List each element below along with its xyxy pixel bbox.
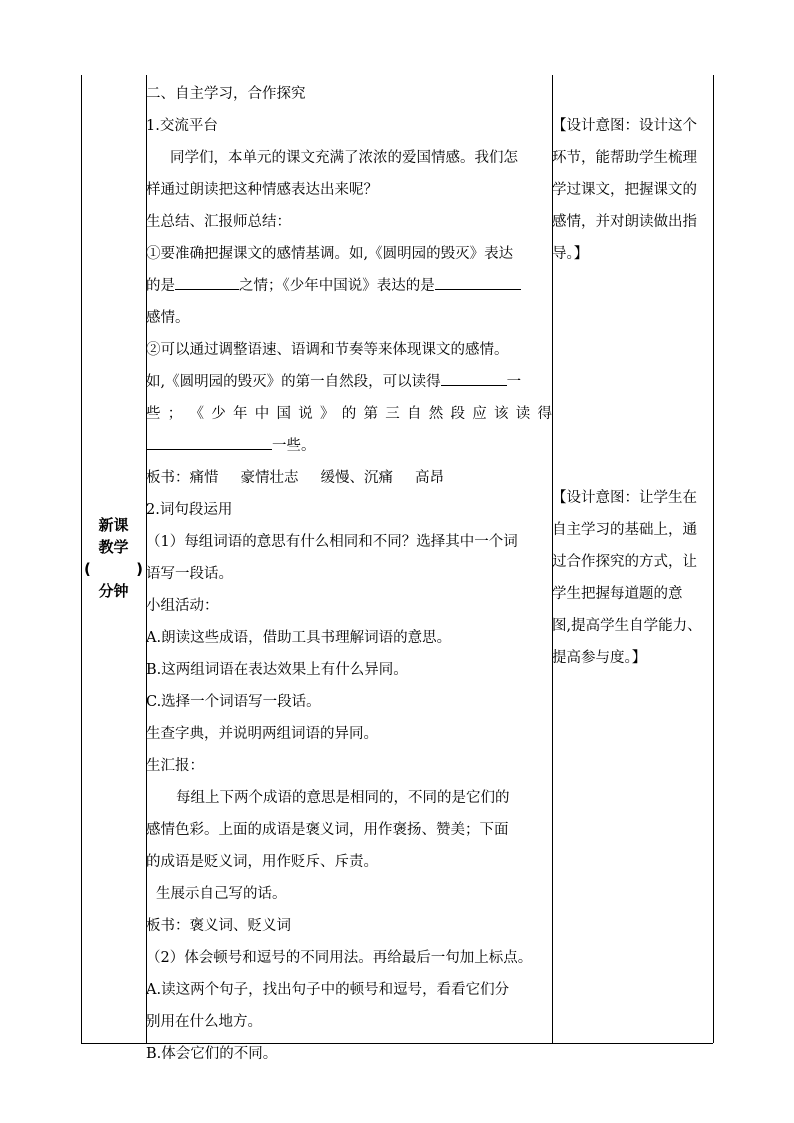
note-line: 提高参与度。】 — [552, 650, 647, 666]
board-item: 高昂 — [415, 470, 444, 486]
board-writing-2: 板书：褒义词、贬义词 — [146, 918, 291, 934]
section-label-cell — [81, 514, 146, 602]
part2-heading: 2.词句段运用 — [146, 502, 233, 518]
section-label-line2: 教学 — [98, 538, 129, 556]
note-line: 环节，能帮助学生梳理 — [552, 150, 697, 166]
design-note-1 — [552, 110, 713, 270]
table-border-right — [713, 75, 714, 1043]
q1-line2: 语写一段话。 — [146, 566, 233, 582]
q1-line1: （1）每组词语的意思有什么相同和不同？选择其中一个词 — [146, 534, 518, 550]
note-line: 学生把握每道题的意 — [552, 586, 683, 602]
report-line2: 感情色彩。上面的成语是褒义词，用作褒扬、赞美；下面 — [146, 822, 509, 838]
report-line3: 的成语是贬义词，用作贬斥、斥责。 — [146, 854, 378, 870]
q2-a-line2: 别用在什么地方。 — [146, 1014, 262, 1030]
spread-char: ； — [167, 406, 183, 422]
section-title: 二、自主学习，合作探究 — [146, 86, 306, 102]
fill-blank-1[interactable] — [175, 275, 239, 290]
q2-b-line: B.体会它们的不同。 — [146, 1046, 278, 1062]
point1-line1: ①要准确把握课文的感情基调。如,《圆明园的毁灭》表达 — [146, 246, 514, 262]
board-writing-1 — [146, 462, 552, 494]
point2-line4 — [146, 430, 552, 462]
step-c: C.选择一个词语写一段话。 — [146, 694, 321, 710]
fill-blank-4[interactable] — [146, 435, 272, 450]
spread-char: 说 — [298, 406, 313, 422]
board-label: 板书： — [146, 470, 190, 486]
point1-line2 — [146, 270, 552, 302]
point1-line3: 感情。 — [146, 310, 190, 326]
board-item: 痛惜 — [189, 470, 219, 486]
spread-char: 自 — [407, 406, 422, 422]
spread-char: 读 — [515, 406, 531, 422]
report-label: 生汇报： — [146, 758, 204, 774]
dictionary-line: 生查字典，并说明两组词语的异同。 — [146, 726, 378, 742]
board-item: 缓慢、沉痛 — [320, 470, 393, 486]
note-line: 【设计意图：设计这个 — [552, 118, 697, 134]
paren-open: ( — [84, 560, 91, 578]
spread-char: 年 — [233, 406, 248, 422]
step-a: A.朗读这些成语，借助工具书理解词语的意思。 — [146, 630, 452, 646]
point1-text-b: 之情；《少年中国说》表达的是 — [239, 278, 435, 294]
note-line: 过合作探究的方式，让 — [552, 554, 697, 570]
section-label-line3: 分钟 — [98, 582, 129, 600]
q2-line: （2）体会顿号和逗号的不同用法。再给最后一句加上标点。 — [146, 950, 533, 966]
intro-line1: 同学们，本单元的课文充满了浓浓的爱国情感。我们怎 — [170, 150, 518, 166]
show-line: 生展示自己写的话。 — [156, 886, 287, 902]
spread-char: 应 — [472, 406, 487, 422]
spread-char: 段 — [450, 406, 465, 422]
note-line: 自主学习的基础上，通 — [552, 522, 697, 538]
note-line: 感情，并对朗读做出指 — [552, 214, 697, 230]
report-line1: 每组上下两个成语的意思是相同的，不同的是它们的 — [176, 790, 510, 806]
note-line: 【设计意图：让学生在 — [552, 490, 697, 506]
summary-line: 生总结、汇报师总结： — [146, 214, 291, 230]
point2-text-a: 如,《圆明园的毁灭》的第一自然段，可以读得 — [146, 374, 441, 390]
note-line: 图,提高学生自学能力、 — [552, 618, 702, 634]
spread-char: 些 — [146, 406, 161, 422]
spread-char: 《 — [189, 406, 204, 422]
point2-line1: ②可以通过调整语速、语调和节奏等来体现课文的感情。 — [146, 342, 509, 358]
spread-char: 》 — [320, 406, 335, 422]
point2-line4-text: 一些。 — [272, 438, 316, 454]
spread-char: 得 — [537, 406, 552, 422]
section-label-line1: 新课 — [98, 516, 129, 534]
board-item: 豪情壮志 — [240, 470, 299, 486]
point2-text-b: 一 — [506, 374, 522, 390]
fill-blank-2[interactable] — [435, 275, 521, 290]
group-activity: 小组活动： — [146, 598, 219, 614]
spread-char: 中 — [254, 406, 270, 422]
lesson-content — [146, 78, 552, 1070]
spread-char: 该 — [494, 406, 509, 422]
spread-char: 的 — [341, 406, 357, 422]
design-note-2 — [552, 482, 713, 674]
spread-char: 然 — [428, 406, 444, 422]
spread-char: 第 — [363, 406, 378, 422]
spread-char: 三 — [385, 406, 400, 422]
duration-paren — [81, 558, 146, 580]
fill-blank-3[interactable] — [441, 371, 507, 386]
spread-char: 国 — [276, 406, 291, 422]
part1-heading: 1.交流平台 — [146, 118, 218, 134]
intro-line2: 样通过朗读把这种情感表达出来呢？ — [146, 182, 378, 198]
note-line: 导。】 — [552, 246, 589, 262]
step-b: B.这两组词语在表达效果上有什么异同。 — [146, 662, 408, 678]
point1-text-a: 的是 — [146, 278, 175, 294]
spread-char: 少 — [211, 406, 226, 422]
note-line: 学过课文，把握课文的 — [552, 182, 697, 198]
point2-line2 — [146, 366, 552, 398]
paren-close: ) — [136, 560, 143, 578]
q2-a-line1: A.读这两个句子，找出句子中的顿号和逗号，看看它们分 — [146, 982, 510, 998]
point2-line3 — [146, 398, 552, 430]
